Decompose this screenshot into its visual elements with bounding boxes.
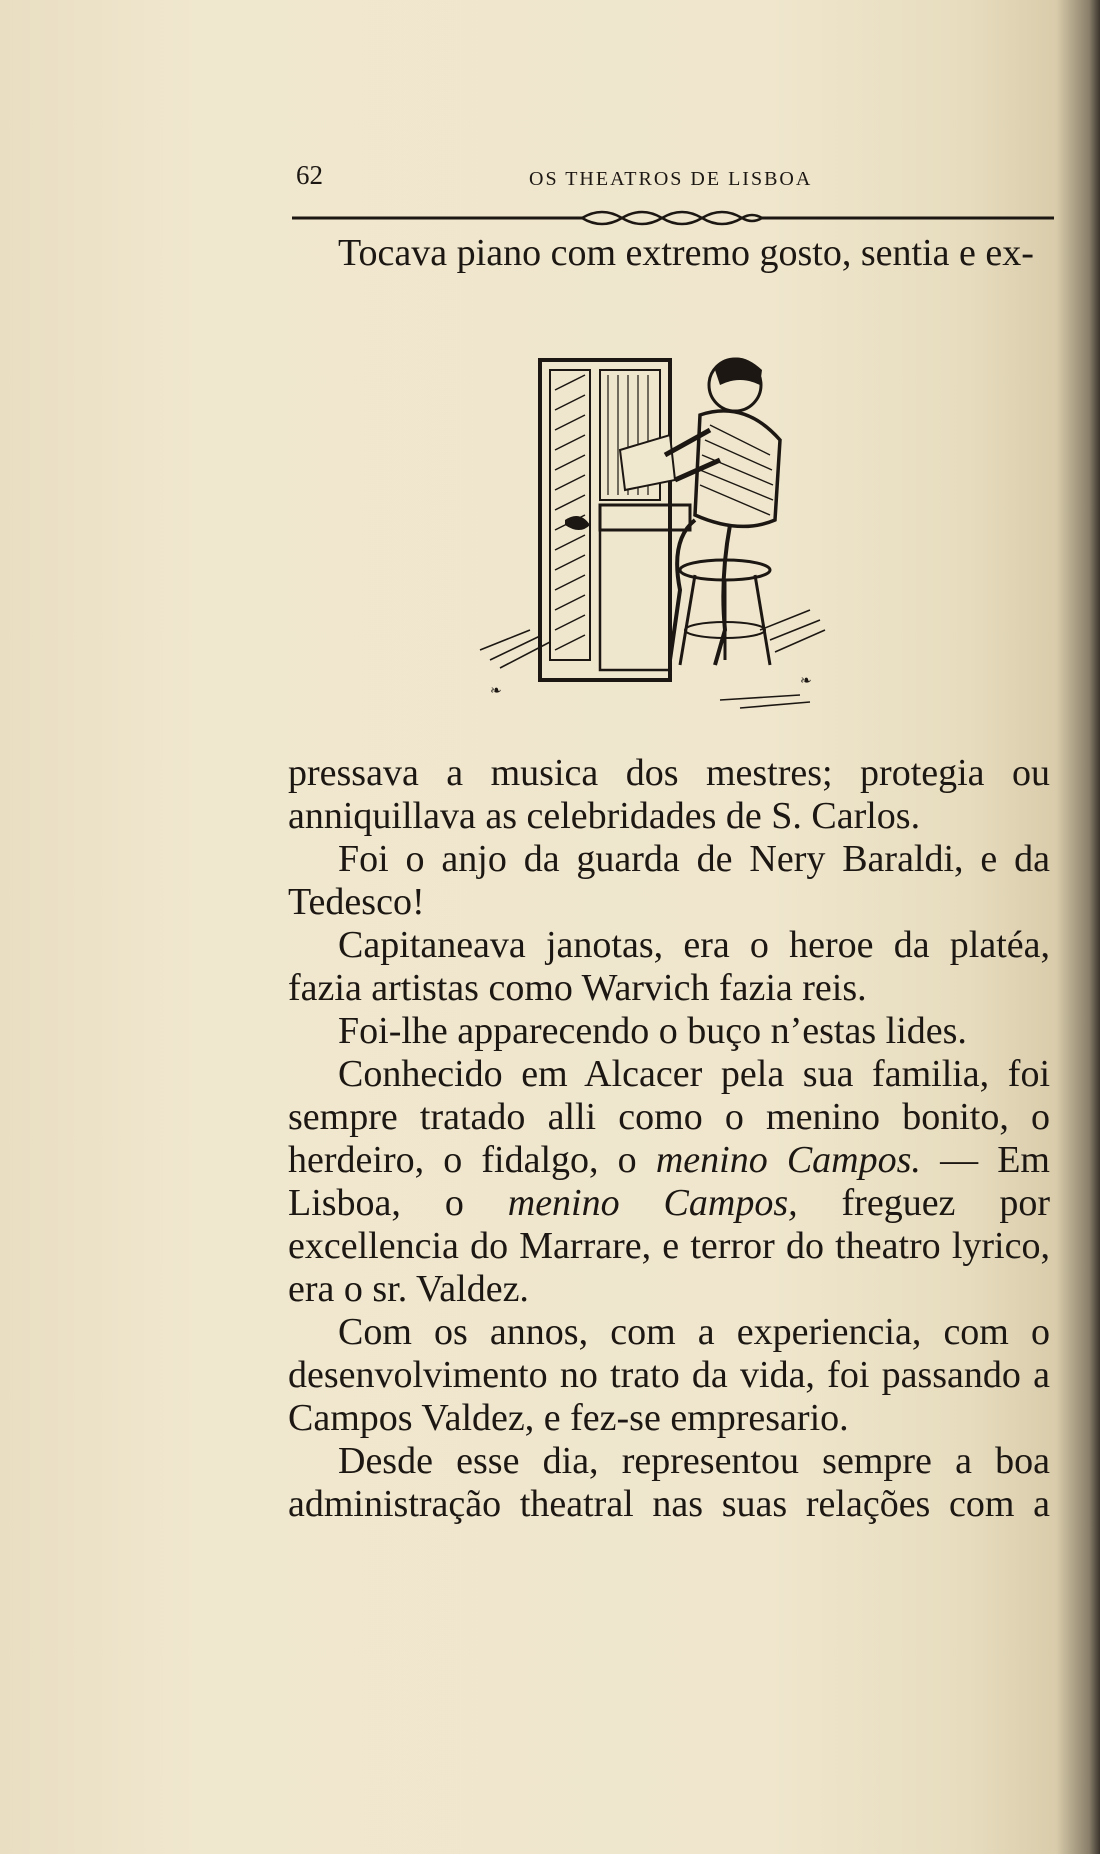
paragraph-6: Com os annos, com a experiencia, com o desenvolvimento no trato da vida, foi passando a Campos Valdez, e fez-se empresario. — [288, 1311, 1050, 1439]
svg-text:❧: ❧ — [800, 674, 812, 689]
p5-text-a: Conhecido em Alcacer pela sua familia, foi sempre tratado alli como o menino bonito, o herdeiro, o fidalgo, o — [288, 1053, 1050, 1181]
p5-text-c: freguez por excellencia do Marrare, e terror do theatro lyrico, era o sr. Valdez. — [288, 1182, 1050, 1310]
paragraph-3: Capitaneava janotas, era o heroe da platéa, fazia artistas como Warvich fazia reis. — [288, 924, 1050, 1009]
running-head — [296, 160, 1056, 200]
pianist-engraving-icon — [470, 330, 870, 730]
ornamental-rule — [292, 206, 1054, 230]
p5-italic-2: menino Campos, — [507, 1182, 798, 1224]
paragraph-7: Desde esse dia, representou sempre a boa administração theatral nas suas relações com a — [288, 1440, 1050, 1525]
p5-text-b: — Em Lisboa, o — [288, 1139, 1050, 1224]
svg-text:❧: ❧ — [490, 684, 502, 699]
running-title: OS THEATROS DE LISBOA — [529, 168, 813, 190]
paragraph-5 — [288, 1053, 1050, 1311]
text-line-top — [288, 232, 1050, 275]
paragraph-1: pressava a musica dos mestres; protegia ou anniquillava as celebridades de S. Carlos. — [288, 752, 1050, 837]
page-number: 62 — [296, 160, 323, 190]
paragraph-4: Foi-lhe apparecendo o buço n’estas lides. — [338, 1010, 967, 1052]
paragraph-2: Foi o anjo da guarda de Nery Baraldi, e da Tedesco! — [288, 838, 1050, 923]
paragraph-top: Tocava piano com extremo gosto, sentia e ex- — [338, 232, 1034, 274]
main-text — [288, 752, 1050, 1526]
p5-italic-1: menino Campos. — [655, 1139, 921, 1181]
